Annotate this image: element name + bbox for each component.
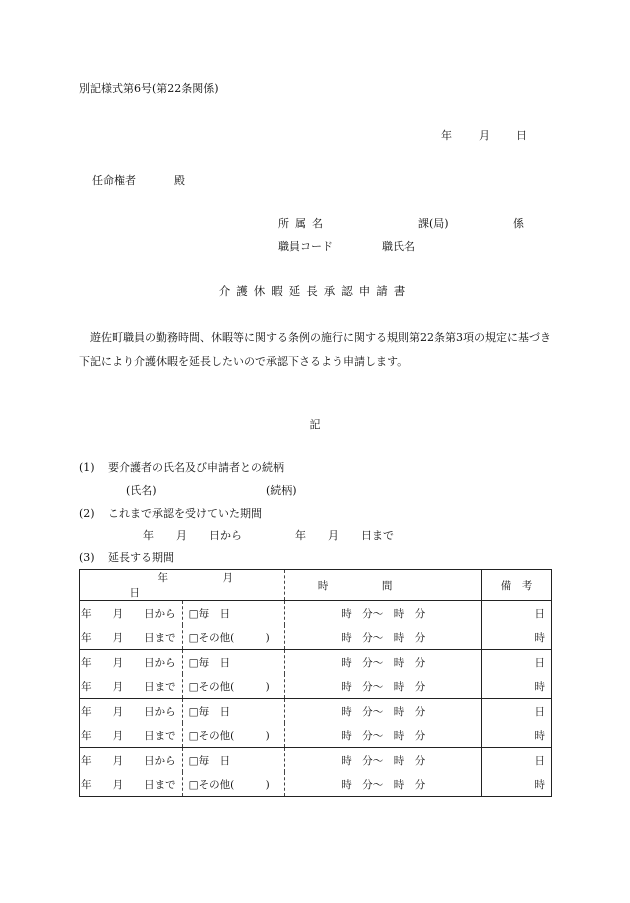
- form-number-label: 別記様式第6号(第22条関係): [79, 82, 219, 95]
- affiliation-line: [278, 215, 524, 231]
- date-month: 月: [479, 129, 490, 142]
- addressee: [92, 172, 185, 188]
- patient-name-label: (氏名): [126, 484, 157, 497]
- date-year: 年: [441, 129, 452, 142]
- relation-label: (続柄): [266, 484, 297, 497]
- table-row: 年 月 日まで □その他( ) 時 分〜 時 分 時: [80, 772, 552, 797]
- item-1: (1) 要介護者の氏名及び申請者との続柄: [79, 461, 284, 474]
- ki-heading: 記: [309, 418, 321, 431]
- addressee-honorific: 殿: [174, 174, 185, 187]
- item-2: (2) これまで承認を受けていた期間: [79, 507, 262, 520]
- date-line: [441, 127, 527, 143]
- prior-to: 年 月 日まで: [295, 529, 394, 542]
- staff-name-label: 職氏名: [382, 240, 415, 253]
- date-day: 日: [516, 129, 527, 142]
- table-row: 年 月 日から □毎 日 時 分〜 時 分 日: [80, 650, 552, 675]
- extension-period-table: [79, 569, 552, 797]
- table-header-row: 年 月日 時 間 備 考: [80, 570, 552, 601]
- affiliation-label: 所属名: [278, 217, 329, 230]
- prior-from: 年 月 日から: [143, 529, 242, 542]
- affiliation-section: 係: [513, 217, 524, 230]
- body-paragraph: 遊佐町職員の勤務時間、休暇等に関する条例の施行に関する規則第22条第3項の規定に基づき下記により介護休暇を延長したいので承認下さるよう申請します。: [79, 331, 551, 368]
- table-row: 年 月 日まで □その他( ) 時 分〜 時 分 時: [80, 674, 552, 699]
- table-row: 年 月 日から □毎 日 時 分〜 時 分 日: [80, 699, 552, 724]
- staff-line: [278, 238, 415, 254]
- table-row: 年 月 日から □毎 日 時 分〜 時 分 日: [80, 748, 552, 773]
- staff-code-label: 職員コード: [278, 240, 333, 253]
- remarks-header: 備 考: [482, 570, 552, 601]
- table-row: 年 月 日まで □その他( ) 時 分〜 時 分 時: [80, 723, 552, 748]
- table-row: 年 月 日から □毎 日 時 分〜 時 分 日: [80, 601, 552, 626]
- document-title: 介護休暇延長承認申請書: [218, 284, 412, 298]
- affiliation-dept: 課(局): [418, 217, 449, 230]
- table-row: 年 月 日まで □その他( ) 時 分〜 時 分 時: [80, 625, 552, 650]
- item-2-sub: [143, 527, 394, 543]
- item-3: (3) 延長する期間: [79, 551, 174, 564]
- item-1-sub: [126, 482, 297, 498]
- addressee-name: 任命権者: [92, 174, 136, 187]
